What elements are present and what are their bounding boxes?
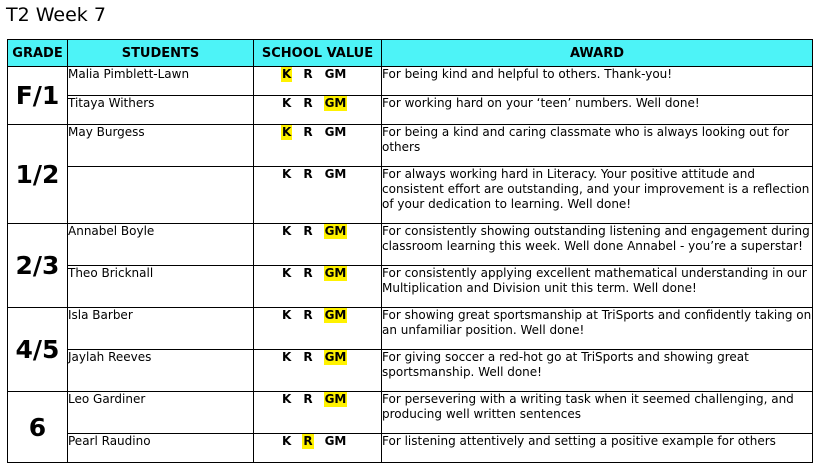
award-text: For working hard on your ‘teen’ numbers. Well done! [382,96,813,125]
value-r: R [303,67,313,81]
value-r: R [303,308,313,322]
value-r: R [303,266,313,280]
value-k: K [282,308,292,322]
value-k: K [282,350,292,364]
value-gm: GM [324,167,347,181]
value-gm: GM [324,308,347,322]
award-text: For showing great sportsmanship at TriSports and confidently taking on an unfamiliar position. Well done! [382,308,813,350]
table-row [8,266,813,308]
school-value-cell [254,224,382,266]
grade-cell: 6 [8,392,68,463]
table-row [8,224,813,266]
header-school-value: SCHOOL VALUE [254,40,382,67]
school-value-cell [254,308,382,350]
table-row [8,96,813,125]
school-value-cell [254,96,382,125]
table-header-row [8,40,813,67]
value-k: K [282,96,292,110]
school-value-cell [254,125,382,167]
value-r: R [303,224,313,238]
school-value-cell [254,350,382,392]
award-text: For listening attentively and setting a positive example for others [382,434,813,463]
student-name: Leo Gardiner [68,392,254,434]
header-grade: GRADE [8,40,68,67]
value-gm: GM [324,67,347,81]
student-name: May Burgess [68,125,254,167]
value-gm: GM [324,224,347,238]
value-k: K [282,434,292,448]
value-gm: GM [324,266,347,280]
student-name: Pearl Raudino [68,434,254,463]
value-k: K [282,167,292,181]
student-name: Theo Bricknall [68,266,254,308]
table-row [8,350,813,392]
table-row [8,67,813,96]
student-name: Jaylah Reeves [68,350,254,392]
award-text: For being kind and helpful to others. Thank-you! [382,67,813,96]
award-text: For giving soccer a red-hot go at TriSports and showing great sportsmanship. Well done! [382,350,813,392]
value-k: K [282,392,292,406]
value-gm: GM [324,96,347,110]
value-r: R [303,350,313,364]
table-row [8,125,813,167]
student-name: Isla Barber [68,308,254,350]
table-row [8,434,813,463]
grade-cell: 1/2 [8,125,68,224]
table-row [8,167,813,224]
table-row [8,308,813,350]
award-text: For always working hard in Literacy. Your positive attitude and consistent effort are outstanding, and your improvement is a reflection of your dedication to learning. Well done! [382,167,813,224]
header-award: AWARD [382,40,813,67]
award-text: For consistently applying excellent mathematical understanding in our Multiplication and Division unit this term. Well done! [382,266,813,308]
value-r: R [303,96,313,110]
value-k: K [282,224,292,238]
school-value-cell [254,67,382,96]
value-gm: GM [324,392,347,406]
grade-cell: 2/3 [8,224,68,308]
school-value-cell [254,167,382,224]
school-value-cell [254,434,382,463]
value-k: K [282,67,292,81]
value-r: R [303,434,313,448]
value-r: R [303,167,313,181]
value-gm: GM [324,125,347,139]
grade-cell: F/1 [8,67,68,125]
student-name: Annabel Boyle [68,224,254,266]
page-title: T2 Week 7 [6,4,106,26]
header-students: STUDENTS [68,40,254,67]
grade-cell: 4/5 [8,308,68,392]
award-text: For being a kind and caring classmate who is always looking out for others [382,125,813,167]
value-r: R [303,392,313,406]
awards-table [7,39,813,463]
student-name: Malia Pimblett-Lawn [68,67,254,96]
value-k: K [282,125,292,139]
value-gm: GM [324,434,347,448]
school-value-cell [254,392,382,434]
student-name: Titaya Withers [68,96,254,125]
value-gm: GM [324,350,347,364]
student-name [68,167,254,224]
award-text: For consistently showing outstanding listening and engagement during classroom learning this week. Well done Annabel - you’re a superstar! [382,224,813,266]
value-r: R [303,125,313,139]
school-value-cell [254,266,382,308]
table-row [8,392,813,434]
award-text: For persevering with a writing task when it seemed challenging, and producing well written sentences [382,392,813,434]
value-k: K [282,266,292,280]
